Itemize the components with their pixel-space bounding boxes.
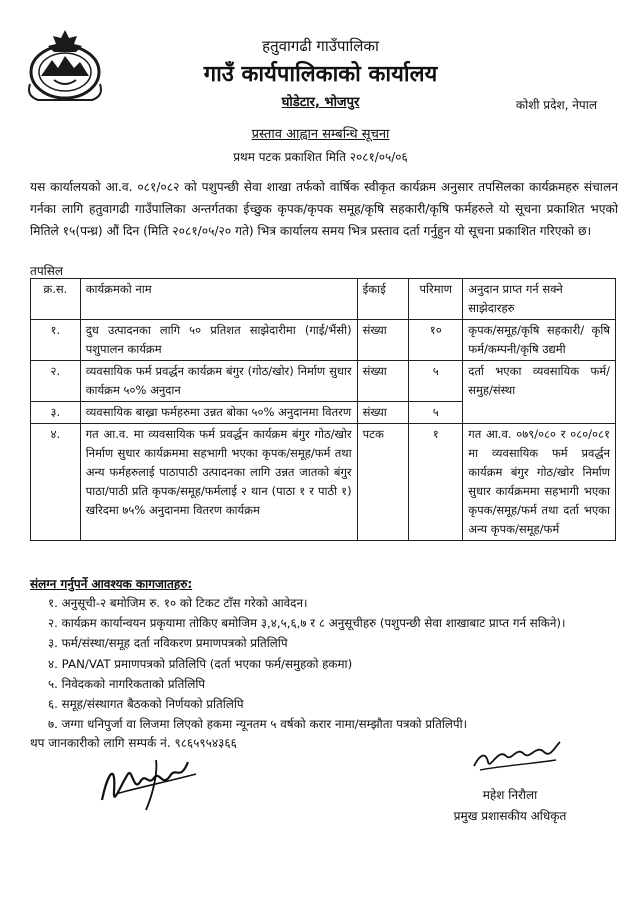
contact-line: थप जानकारीको लागि सम्पर्क नं. ९८६५९५४३६६ <box>30 736 237 750</box>
list-item: ५. निवेदकको नागरिकताको प्रतिलिपि <box>48 676 206 691</box>
published-date: प्रथम पटक प्रकाशित मिति २०८१/०५/०६ <box>233 150 408 164</box>
handwritten-signature-right <box>470 736 562 776</box>
list-item: ७. जग्गा धनिपुर्जा वा लिजमा लिएको हकमा न्यूनतम ५ वर्षको करार नामा/सम्झौता पत्रको प्रतिलिपी। <box>48 717 468 732</box>
list-item: ६. समूह/संस्थागत बैठकको निर्णयको प्रतिलिपि <box>48 697 244 712</box>
row-eligible: गत आ.व. ०७९/०८० र ०८०/०८१ मा व्यवसायिक फर्म प्रवर्द्धन कार्यक्रम बंगुर गोठ/खोर निर्माण सुधार कार्यक्रममा सहभागी भएका कृपक/समूह/फर्म तथा दर्ता भएका अन्य कृपक/समूह/फर्म <box>463 424 616 541</box>
list-item: २. कार्यक्रम कार्यान्वयन प्रकृयामा तोकिए बमोजिम ३,४,५,६,७ र ८ अनुसूचीहरु (पशुपन्छी सेवा शाखाबाट प्राप्त गर्न सकिने)। <box>48 616 566 631</box>
province-label: कोशी प्रदेश, नेपाल <box>515 98 597 112</box>
row-qty: ५ <box>409 361 463 402</box>
col-header-qty: परिमाण <box>409 279 463 320</box>
row-eligible: दर्ता भएका व्यवसायिक फर्म/समुह/संस्था <box>463 361 616 424</box>
intro-paragraph: यस कार्यालयको आ.व. ०८१/०८२ को पशुपन्छी सेवा शाखा तर्फको वार्षिक स्वीकृत कार्यक्रम अनुसार तपसिलका कार्यक्रमहरु संचालन गर्नका लागि हतुवागढी गाउँपालिका अन्तर्गतका ईच्छुक कृपक/कृपक समूह/कृषि सहकारी/कृषि फर्महरुले यो सूचना प्रकाशित भएको मितिले १५(पन्ध्र) औं दिन (मिति २०८१/०५/२० गते) भित्र कार्यालय समय भित्र प्रस्ताव दर्ता गर्नुहुन यो सूचना प्रकाशित गरिएको छ। <box>30 180 618 238</box>
row-unit: संख्या <box>357 402 409 424</box>
row-sn: २. <box>31 361 81 402</box>
row-program-name: व्यवसायिक बाख्रा फर्महरुमा उन्नत बोका ५०% अनुदानमा वितरण <box>80 402 357 424</box>
row-qty: १० <box>409 320 463 361</box>
table-row <box>31 424 616 541</box>
handwritten-signature-left <box>96 752 206 814</box>
list-item: ३. फर्म/संस्था/समूह दर्ता नविकरण प्रमाणपत्रको प्रतिलिपि <box>48 636 288 651</box>
office-location: घोडेटार, भोजपुर <box>281 95 360 110</box>
table-header-row <box>31 279 616 320</box>
municipality-name: हतुवागढी गाउँपालिका <box>262 37 379 55</box>
documents-heading: संलग्न गर्नुपर्ने आवश्यक कागजातहरु: <box>30 577 193 591</box>
row-qty: ५ <box>409 402 463 424</box>
list-item: ४. PAN/VAT प्रमाणपत्रको प्रतिलिपि (दर्ता भएका फर्म/समुहको हकमा) <box>48 656 353 671</box>
officer-name: महेश निरौला <box>482 788 538 802</box>
notice-title: प्रस्ताव आह्वान सम्बन्धि सूचना <box>251 127 390 142</box>
row-program-name: गत आ.व. मा व्यवसायिक फर्म प्रवर्द्धन कार्यक्रम बंगुर गोठ/खोर निर्माण सुधार कार्यक्रममा सहभागी भएका कृपक/समूह/फर्म तथा अन्य फर्महरुलाई पाठापाठी उत्पादनका लागि उन्नत जातको बंगुर पाठा/पाठी प्रति कृपक/समूह/फर्मलाई २ थान (पाठा १ र पाठी १) खरिदमा ७५% अनुदानमा वितरण कार्यक्रम <box>80 424 357 541</box>
row-unit: पटक <box>357 424 409 541</box>
col-header-eligible: अनुदान प्राप्त गर्न सक्ने साझेदारहरु <box>463 279 616 320</box>
documents-list <box>48 593 618 734</box>
row-sn: ३. <box>31 402 81 424</box>
row-sn: १. <box>31 320 81 361</box>
row-program-name: दुध उत्पादनका लागि ५० प्रतिशत साझेदारीमा (गाई/भैंसी) पशुपालन कार्यक्रम <box>80 320 357 361</box>
row-eligible: कृपक/समूह/कृषि सहकारी/ कृषि फर्म/कम्पनी/कृषि उद्यमी <box>463 320 616 361</box>
row-sn: ४. <box>31 424 81 541</box>
col-header-sn: क्र.स. <box>31 279 81 320</box>
col-header-name: कार्यक्रमको नाम <box>80 279 357 320</box>
row-qty: १ <box>409 424 463 541</box>
office-name: गाउँ कार्यपालिकाको कार्यालय <box>203 62 438 87</box>
table-row <box>31 361 616 402</box>
program-table <box>30 278 616 541</box>
tapasil-label: तपसिल <box>30 264 64 278</box>
row-unit: संख्या <box>357 320 409 361</box>
row-program-name: व्यवसायिक फर्म प्रवर्द्धन कार्यक्रम बंगुर (गोठ/खोर) निर्माण सुधार कार्यक्रम ५०% अनुदान <box>80 361 357 402</box>
list-item: १. अनुसूची-२ बमोजिम रु. १० को टिकट टाँस गरेको आवेदन। <box>48 596 308 610</box>
table-row <box>31 320 616 361</box>
officer-title: प्रमुख प्रशासकीय अधिकृत <box>453 809 567 823</box>
row-unit: संख्या <box>357 361 409 402</box>
col-header-unit: ईकाई <box>357 279 409 320</box>
